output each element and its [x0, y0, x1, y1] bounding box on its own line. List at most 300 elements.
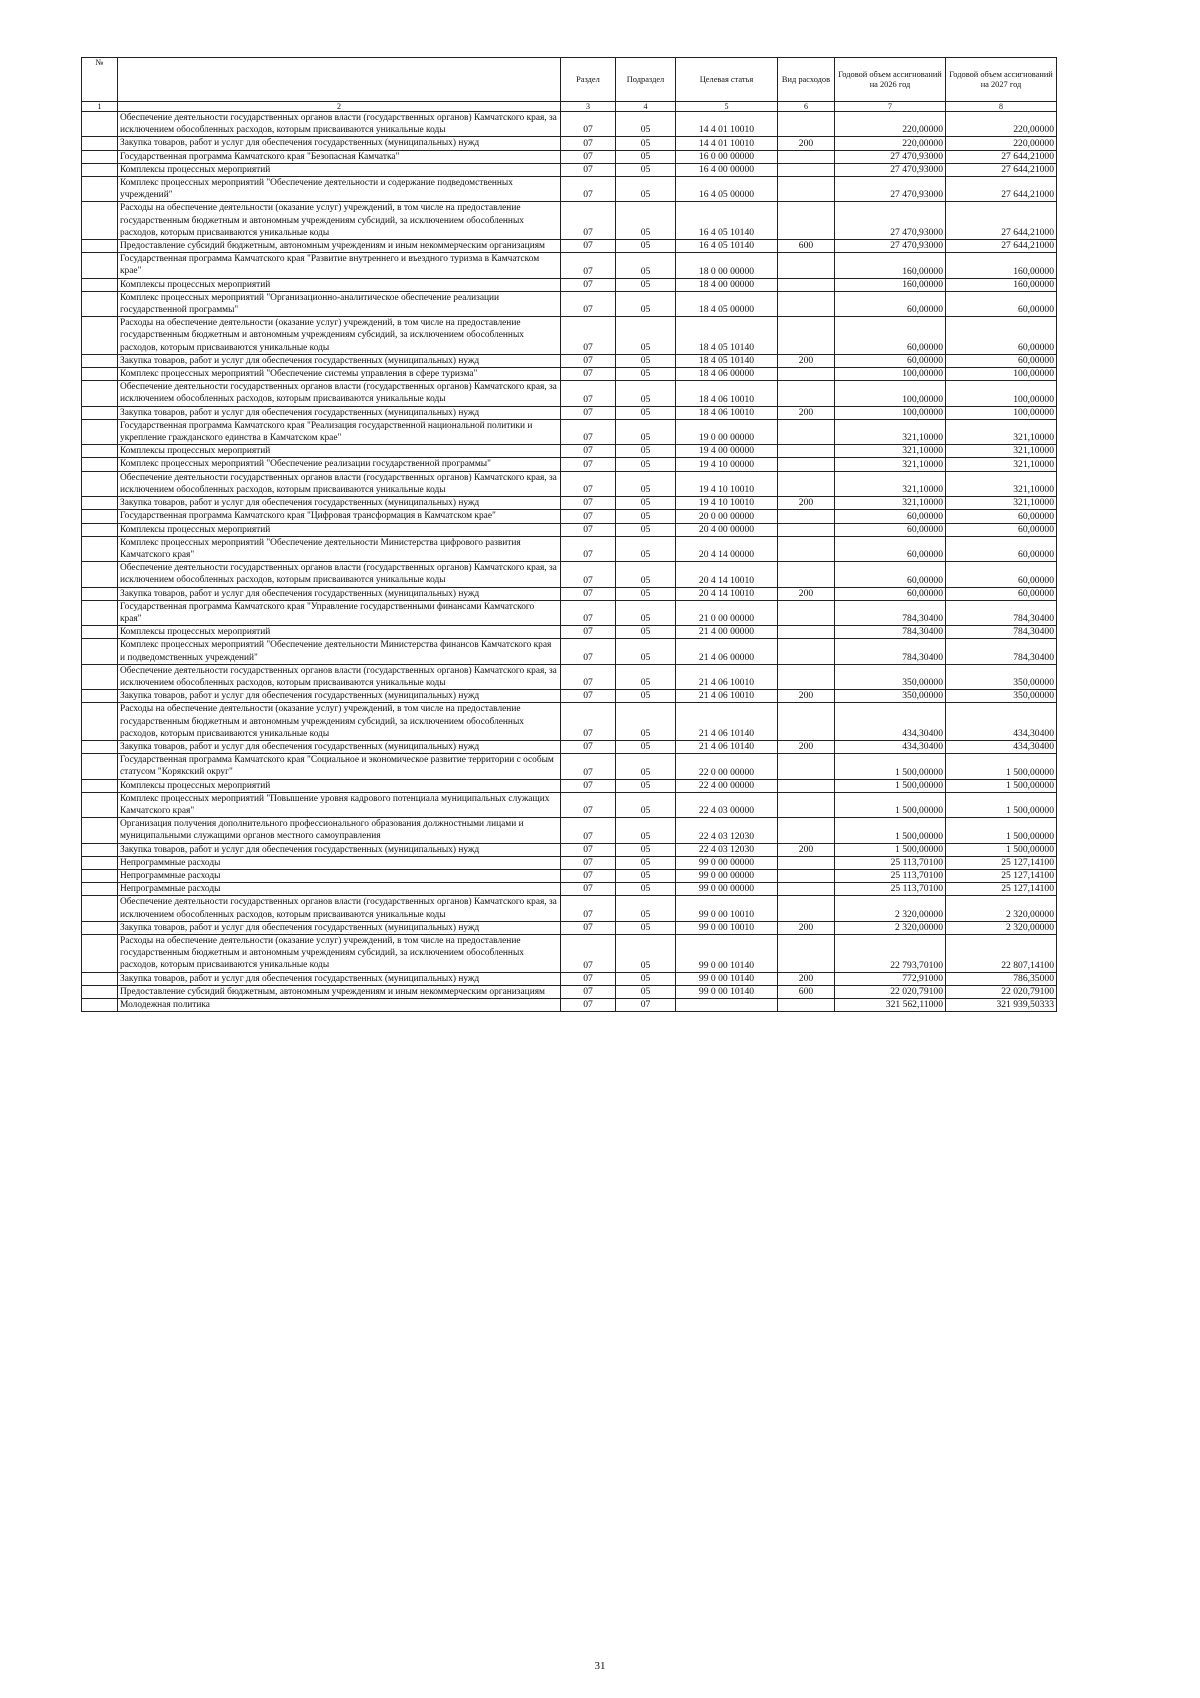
cell-amount-2026: 772,91000	[835, 972, 946, 985]
cell-amount-2027: 100,00000	[946, 406, 1057, 419]
cell-amount-2026: 100,00000	[835, 406, 946, 419]
cell-description: Обеспечение деятельности государственных органов власти (государственных органов) Камчатского края, за исключением обособленных расходов, которым присваиваются уникальные коды	[118, 562, 561, 587]
cell-subsection: 05	[616, 792, 676, 817]
cell-subsection: 05	[616, 202, 676, 240]
cell-target-article: 21 4 00 00000	[676, 626, 778, 639]
table-row	[82, 754, 1057, 779]
table-row	[82, 985, 1057, 998]
cell-section: 07	[561, 935, 616, 973]
cell-amount-2027: 786,35000	[946, 972, 1057, 985]
cell-expense-type	[778, 883, 835, 896]
cell-description: Предоставление субсидий бюджетным, автономным учреждениям и иным некоммерческим организациям	[118, 240, 561, 253]
header-expense-type: Вид расходов	[778, 58, 835, 102]
cell-amount-2027: 22 020,79100	[946, 985, 1057, 998]
cell-target-article: 18 4 05 00000	[676, 291, 778, 316]
cell-amount-2027: 60,00000	[946, 587, 1057, 600]
cell-section: 07	[561, 664, 616, 689]
cell-section: 07	[561, 639, 616, 664]
cell-amount-2026: 2 320,00000	[835, 921, 946, 934]
cell-expense-type	[778, 779, 835, 792]
cell-target-article: 99 0 00 10140	[676, 935, 778, 973]
cell-description: Государственная программа Камчатского края "Цифровая трансформация в Камчатском крае"	[118, 510, 561, 523]
table-row	[82, 458, 1057, 471]
cell-subsection: 07	[616, 999, 676, 1012]
cell-amount-2026: 100,00000	[835, 381, 946, 406]
cell-target-article: 20 4 00 00000	[676, 523, 778, 536]
cell-num	[82, 137, 118, 150]
cell-amount-2026: 60,00000	[835, 587, 946, 600]
cell-amount-2026: 60,00000	[835, 523, 946, 536]
cell-subsection: 05	[616, 406, 676, 419]
cell-expense-type	[778, 818, 835, 843]
cell-num	[82, 587, 118, 600]
cell-target-article: 99 0 00 10010	[676, 896, 778, 921]
column-index: 6	[778, 102, 835, 112]
cell-expense-type	[778, 896, 835, 921]
cell-expense-type	[778, 368, 835, 381]
cell-subsection: 05	[616, 869, 676, 882]
cell-target-article: 22 4 03 00000	[676, 792, 778, 817]
cell-subsection: 05	[616, 562, 676, 587]
cell-num	[82, 779, 118, 792]
cell-amount-2027: 434,30400	[946, 703, 1057, 741]
cell-amount-2026: 321,10000	[835, 458, 946, 471]
cell-target-article: 21 0 00 00000	[676, 600, 778, 625]
cell-amount-2026: 434,30400	[835, 703, 946, 741]
cell-target-article: 19 4 10 10010	[676, 497, 778, 510]
cell-target-article: 16 0 00 00000	[676, 150, 778, 163]
cell-expense-type	[778, 562, 835, 587]
cell-subsection: 05	[616, 843, 676, 856]
table-row	[82, 253, 1057, 278]
cell-amount-2027: 27 644,21000	[946, 163, 1057, 176]
cell-subsection: 05	[616, 896, 676, 921]
cell-target-article: 14 4 01 10010	[676, 112, 778, 137]
cell-amount-2027: 1 500,00000	[946, 792, 1057, 817]
cell-subsection: 05	[616, 587, 676, 600]
cell-section: 07	[561, 740, 616, 753]
cell-amount-2027: 25 127,14100	[946, 869, 1057, 882]
cell-amount-2026: 220,00000	[835, 137, 946, 150]
table-row	[82, 137, 1057, 150]
cell-subsection: 05	[616, 972, 676, 985]
cell-section: 07	[561, 536, 616, 561]
cell-amount-2026: 321 562,11000	[835, 999, 946, 1012]
cell-amount-2026: 100,00000	[835, 368, 946, 381]
cell-target-article: 16 4 00 00000	[676, 163, 778, 176]
cell-expense-type	[778, 112, 835, 137]
cell-amount-2026: 1 500,00000	[835, 792, 946, 817]
table-row	[82, 883, 1057, 896]
cell-subsection: 05	[616, 354, 676, 367]
page-number: 31	[594, 1660, 606, 1672]
table-row	[82, 278, 1057, 291]
cell-target-article: 20 4 14 10010	[676, 562, 778, 587]
cell-expense-type	[778, 754, 835, 779]
cell-num	[82, 240, 118, 253]
cell-target-article: 21 4 06 10140	[676, 740, 778, 753]
cell-amount-2027: 60,00000	[946, 523, 1057, 536]
cell-amount-2027: 1 500,00000	[946, 754, 1057, 779]
cell-target-article: 99 0 00 00000	[676, 883, 778, 896]
cell-expense-type	[778, 278, 835, 291]
cell-amount-2026: 434,30400	[835, 740, 946, 753]
cell-subsection: 05	[616, 137, 676, 150]
cell-target-article: 21 4 06 00000	[676, 639, 778, 664]
table-row	[82, 999, 1057, 1012]
cell-description: Расходы на обеспечение деятельности (оказание услуг) учреждений, в том числе на предоставление государственным бюджетным и автономным учреждениям субсидий, за исключением обособленных расходов, которым присваиваются уникальные коды	[118, 935, 561, 973]
cell-subsection: 05	[616, 740, 676, 753]
cell-subsection: 05	[616, 523, 676, 536]
cell-description: Комплекс процессных мероприятий "Обеспечение системы управления в сфере туризма"	[118, 368, 561, 381]
cell-amount-2026: 350,00000	[835, 664, 946, 689]
cell-amount-2027: 27 644,21000	[946, 150, 1057, 163]
cell-target-article: 19 0 00 00000	[676, 419, 778, 444]
cell-amount-2027: 60,00000	[946, 562, 1057, 587]
cell-num	[82, 562, 118, 587]
cell-amount-2027: 434,30400	[946, 740, 1057, 753]
cell-num	[82, 536, 118, 561]
cell-num	[82, 177, 118, 202]
cell-amount-2027: 2 320,00000	[946, 896, 1057, 921]
cell-subsection: 05	[616, 150, 676, 163]
table-row	[82, 381, 1057, 406]
cell-target-article: 99 0 00 10140	[676, 985, 778, 998]
table-row	[82, 600, 1057, 625]
cell-expense-type: 200	[778, 587, 835, 600]
cell-amount-2026: 60,00000	[835, 291, 946, 316]
cell-subsection: 05	[616, 381, 676, 406]
cell-num	[82, 754, 118, 779]
column-index: 1	[82, 102, 118, 112]
cell-section: 07	[561, 587, 616, 600]
table-row	[82, 523, 1057, 536]
cell-section: 07	[561, 150, 616, 163]
cell-expense-type	[778, 150, 835, 163]
cell-section: 07	[561, 253, 616, 278]
cell-amount-2026: 60,00000	[835, 317, 946, 355]
cell-section: 07	[561, 626, 616, 639]
cell-description: Предоставление субсидий бюджетным, автономным учреждениям и иным некоммерческим организациям	[118, 985, 561, 998]
cell-description: Непрограммные расходы	[118, 883, 561, 896]
cell-subsection: 05	[616, 856, 676, 869]
cell-target-article: 19 4 10 00000	[676, 458, 778, 471]
cell-amount-2026: 350,00000	[835, 690, 946, 703]
cell-num	[82, 163, 118, 176]
cell-expense-type: 200	[778, 921, 835, 934]
cell-expense-type	[778, 253, 835, 278]
cell-target-article: 20 4 14 10010	[676, 587, 778, 600]
cell-amount-2026: 22 020,79100	[835, 985, 946, 998]
cell-target-article: 20 4 14 00000	[676, 536, 778, 561]
cell-subsection: 05	[616, 317, 676, 355]
cell-expense-type	[778, 856, 835, 869]
cell-num	[82, 354, 118, 367]
table-row	[82, 202, 1057, 240]
cell-section: 07	[561, 354, 616, 367]
cell-num	[82, 458, 118, 471]
cell-expense-type: 200	[778, 690, 835, 703]
cell-num	[82, 419, 118, 444]
table-row	[82, 690, 1057, 703]
cell-description: Комплексы процессных мероприятий	[118, 779, 561, 792]
cell-description: Закупка товаров, работ и услуг для обеспечения государственных (муниципальных) нужд	[118, 497, 561, 510]
cell-target-article: 18 4 06 10010	[676, 381, 778, 406]
cell-expense-type: 600	[778, 240, 835, 253]
cell-amount-2026: 784,30400	[835, 639, 946, 664]
cell-subsection: 05	[616, 253, 676, 278]
cell-section: 07	[561, 278, 616, 291]
cell-target-article: 16 4 05 10140	[676, 240, 778, 253]
cell-num	[82, 523, 118, 536]
cell-num	[82, 883, 118, 896]
cell-amount-2027: 160,00000	[946, 253, 1057, 278]
cell-amount-2027: 22 807,14100	[946, 935, 1057, 973]
cell-amount-2027: 321,10000	[946, 419, 1057, 444]
cell-section: 07	[561, 985, 616, 998]
cell-target-article: 18 4 05 10140	[676, 317, 778, 355]
cell-description: Комплекс процессных мероприятий "Обеспечение деятельности и содержание подведомственных учреждений"	[118, 177, 561, 202]
cell-target-article: 22 0 00 00000	[676, 754, 778, 779]
cell-amount-2027: 27 644,21000	[946, 177, 1057, 202]
cell-amount-2027: 321,10000	[946, 471, 1057, 496]
cell-section: 07	[561, 497, 616, 510]
cell-subsection: 05	[616, 291, 676, 316]
table-row	[82, 163, 1057, 176]
cell-amount-2027: 784,30400	[946, 639, 1057, 664]
cell-target-article: 99 0 00 10140	[676, 972, 778, 985]
cell-section: 07	[561, 163, 616, 176]
cell-description: Комплекс процессных мероприятий "Обеспечение реализации государственной программы"	[118, 458, 561, 471]
cell-amount-2027: 60,00000	[946, 317, 1057, 355]
cell-num	[82, 935, 118, 973]
cell-expense-type: 200	[778, 354, 835, 367]
cell-expense-type	[778, 419, 835, 444]
cell-section: 07	[561, 690, 616, 703]
cell-description: Расходы на обеспечение деятельности (оказание услуг) учреждений, в том числе на предоставление государственным бюджетным и автономным учреждениям субсидий, за исключением обособленных расходов, которым присваиваются уникальные коды	[118, 202, 561, 240]
table-row	[82, 354, 1057, 367]
cell-amount-2027: 350,00000	[946, 690, 1057, 703]
cell-amount-2026: 25 113,70100	[835, 856, 946, 869]
cell-section: 07	[561, 856, 616, 869]
cell-section: 07	[561, 317, 616, 355]
cell-target-article: 20 0 00 00000	[676, 510, 778, 523]
cell-num	[82, 368, 118, 381]
cell-subsection: 05	[616, 419, 676, 444]
cell-target-article: 99 0 00 10010	[676, 921, 778, 934]
table-row	[82, 562, 1057, 587]
cell-num	[82, 792, 118, 817]
cell-target-article: 18 0 00 00000	[676, 253, 778, 278]
cell-subsection: 05	[616, 985, 676, 998]
cell-subsection: 05	[616, 368, 676, 381]
table-row	[82, 112, 1057, 137]
cell-target-article: 16 4 05 10140	[676, 202, 778, 240]
cell-description: Комплексы процессных мероприятий	[118, 523, 561, 536]
cell-amount-2027: 321 939,50333	[946, 999, 1057, 1012]
table-row	[82, 406, 1057, 419]
cell-description: Закупка товаров, работ и услуг для обеспечения государственных (муниципальных) нужд	[118, 843, 561, 856]
cell-amount-2026: 27 470,93000	[835, 202, 946, 240]
cell-amount-2027: 784,30400	[946, 600, 1057, 625]
cell-amount-2026: 784,30400	[835, 600, 946, 625]
table-row	[82, 291, 1057, 316]
table-row	[82, 703, 1057, 741]
cell-subsection: 05	[616, 112, 676, 137]
cell-description: Закупка товаров, работ и услуг для обеспечения государственных (муниципальных) нужд	[118, 587, 561, 600]
cell-description: Комплекс процессных мероприятий "Обеспечение деятельности Министерства цифрового развития Камчатского края"	[118, 536, 561, 561]
cell-expense-type	[778, 177, 835, 202]
cell-description: Закупка товаров, работ и услуг для обеспечения государственных (муниципальных) нужд	[118, 972, 561, 985]
cell-amount-2026: 27 470,93000	[835, 150, 946, 163]
table-row	[82, 587, 1057, 600]
table-row	[82, 240, 1057, 253]
cell-description: Комплексы процессных мероприятий	[118, 626, 561, 639]
cell-num	[82, 253, 118, 278]
cell-expense-type	[778, 935, 835, 973]
cell-num	[82, 510, 118, 523]
cell-amount-2027: 321,10000	[946, 445, 1057, 458]
cell-section: 07	[561, 458, 616, 471]
cell-description: Расходы на обеспечение деятельности (оказание услуг) учреждений, в том числе на предоставление государственным бюджетным и автономным учреждениям субсидий, за исключением обособленных расходов, которым присваиваются уникальные коды	[118, 703, 561, 741]
cell-expense-type: 600	[778, 985, 835, 998]
cell-target-article: 22 4 03 12030	[676, 843, 778, 856]
cell-expense-type	[778, 163, 835, 176]
cell-description: Государственная программа Камчатского края "Безопасная Камчатка"	[118, 150, 561, 163]
table-row	[82, 445, 1057, 458]
cell-expense-type	[778, 445, 835, 458]
cell-description: Закупка товаров, работ и услуг для обеспечения государственных (муниципальных) нужд	[118, 740, 561, 753]
cell-description: Государственная программа Камчатского края "Развитие внутреннего и въездного туризма в Камчатском крае"	[118, 253, 561, 278]
cell-section: 07	[561, 600, 616, 625]
cell-num	[82, 869, 118, 882]
cell-num	[82, 291, 118, 316]
cell-expense-type	[778, 291, 835, 316]
cell-target-article: 18 4 05 10140	[676, 354, 778, 367]
cell-target-article: 22 4 03 12030	[676, 818, 778, 843]
header-description	[118, 58, 561, 102]
cell-amount-2027: 27 644,21000	[946, 202, 1057, 240]
table-row	[82, 664, 1057, 689]
cell-amount-2027: 60,00000	[946, 536, 1057, 561]
table-row	[82, 843, 1057, 856]
cell-amount-2027: 25 127,14100	[946, 856, 1057, 869]
cell-num	[82, 406, 118, 419]
cell-num	[82, 818, 118, 843]
cell-expense-type: 200	[778, 406, 835, 419]
table-row	[82, 150, 1057, 163]
cell-subsection: 05	[616, 883, 676, 896]
cell-description: Закупка товаров, работ и услуг для обеспечения государственных (муниципальных) нужд	[118, 406, 561, 419]
cell-amount-2026: 60,00000	[835, 510, 946, 523]
cell-target-article: 21 4 06 10010	[676, 664, 778, 689]
table-row	[82, 740, 1057, 753]
cell-subsection: 05	[616, 497, 676, 510]
cell-expense-type	[778, 703, 835, 741]
table-row	[82, 177, 1057, 202]
table-row	[82, 856, 1057, 869]
table-row	[82, 818, 1057, 843]
cell-expense-type	[778, 792, 835, 817]
cell-num	[82, 278, 118, 291]
cell-section: 07	[561, 896, 616, 921]
table-body	[82, 112, 1057, 1012]
cell-description: Комплекс процессных мероприятий "Повышение уровня кадрового потенциала муниципальных служащих Камчатского края"	[118, 792, 561, 817]
budget-table	[81, 57, 1057, 1012]
cell-num	[82, 600, 118, 625]
budget-table-page	[81, 57, 1057, 1012]
header-target-article: Целевая статья	[676, 58, 778, 102]
table-row	[82, 869, 1057, 882]
cell-section: 07	[561, 972, 616, 985]
cell-section: 07	[561, 202, 616, 240]
table-row	[82, 639, 1057, 664]
cell-amount-2026: 2 320,00000	[835, 896, 946, 921]
header-2026: Годовой объем ассигнований на 2026 год	[835, 58, 946, 102]
cell-amount-2027: 1 500,00000	[946, 818, 1057, 843]
cell-subsection: 05	[616, 690, 676, 703]
column-index: 5	[676, 102, 778, 112]
cell-amount-2026: 1 500,00000	[835, 779, 946, 792]
cell-num	[82, 202, 118, 240]
cell-section: 07	[561, 240, 616, 253]
cell-section: 07	[561, 381, 616, 406]
cell-description: Обеспечение деятельности государственных органов власти (государственных органов) Камчатского края, за исключением обособленных расходов, которым присваиваются уникальные коды	[118, 896, 561, 921]
cell-amount-2027: 1 500,00000	[946, 779, 1057, 792]
cell-target-article: 22 4 00 00000	[676, 779, 778, 792]
cell-target-article: 14 4 01 10010	[676, 137, 778, 150]
cell-section: 07	[561, 406, 616, 419]
table-row	[82, 792, 1057, 817]
cell-amount-2026: 1 500,00000	[835, 754, 946, 779]
cell-section: 07	[561, 445, 616, 458]
cell-num	[82, 626, 118, 639]
cell-num	[82, 471, 118, 496]
cell-target-article: 21 4 06 10010	[676, 690, 778, 703]
cell-amount-2026: 22 793,70100	[835, 935, 946, 973]
cell-amount-2027: 220,00000	[946, 137, 1057, 150]
cell-expense-type: 200	[778, 137, 835, 150]
cell-subsection: 05	[616, 177, 676, 202]
cell-target-article: 99 0 00 00000	[676, 869, 778, 882]
cell-num	[82, 445, 118, 458]
cell-subsection: 05	[616, 626, 676, 639]
table-row	[82, 536, 1057, 561]
header-subsection: Подраздел	[616, 58, 676, 102]
cell-amount-2026: 27 470,93000	[835, 177, 946, 202]
cell-expense-type	[778, 626, 835, 639]
cell-num	[82, 317, 118, 355]
table-row	[82, 779, 1057, 792]
header-2027: Годовой объем ассигнований на 2027 год	[946, 58, 1057, 102]
cell-target-article: 99 0 00 00000	[676, 856, 778, 869]
cell-amount-2026: 321,10000	[835, 419, 946, 444]
cell-expense-type	[778, 510, 835, 523]
cell-amount-2026: 25 113,70100	[835, 869, 946, 882]
header-row	[82, 58, 1057, 102]
cell-target-article: 18 4 06 00000	[676, 368, 778, 381]
cell-num	[82, 972, 118, 985]
column-index: 4	[616, 102, 676, 112]
cell-target-article: 16 4 05 00000	[676, 177, 778, 202]
cell-expense-type	[778, 471, 835, 496]
cell-amount-2027: 27 644,21000	[946, 240, 1057, 253]
cell-expense-type: 200	[778, 497, 835, 510]
cell-amount-2026: 321,10000	[835, 497, 946, 510]
cell-amount-2027: 2 320,00000	[946, 921, 1057, 934]
cell-expense-type	[778, 458, 835, 471]
cell-description: Обеспечение деятельности государственных органов власти (государственных органов) Камчатского края, за исключением обособленных расходов, которым присваиваются уникальные коды	[118, 112, 561, 137]
